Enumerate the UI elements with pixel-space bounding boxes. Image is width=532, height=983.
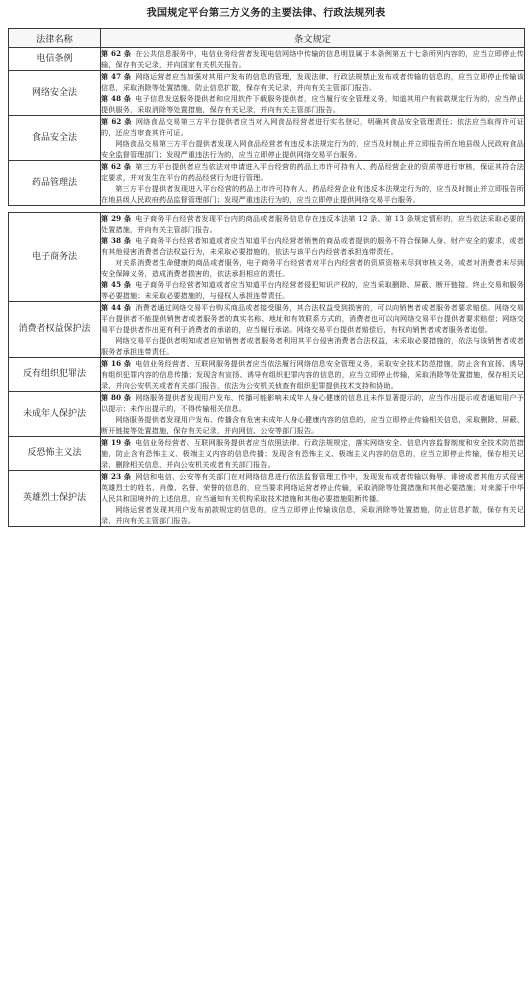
article-number: 第 62 条 [101,162,132,171]
article-text: 消费者通过网络交易平台购买商品或者接受服务，其合法权益受到损害的，可以向销售者或者服务者要求赔偿。网络交易平台提供者不能提供销售者或者服务者的真实名称、地址和有效联系方式的，消费者也可以向网络交易平台提供者要求赔偿；网络交易平台提供者作出更有利于消费者的承诺的，应当履行承诺。网络交易平台提供者赔偿后，有权向销售者或者服务者追偿。 [101,303,524,334]
article-number: 第 38 条 [101,236,132,245]
provision-paragraph [101,213,524,235]
provision-paragraph [101,414,524,436]
law-name: 未成年人保护法 [9,392,101,437]
article-text: 电子信息发送服务提供者和应用软件下载服务提供者，应当履行安全管理义务，知道其用户有前款规定行为的，应当停止提供服务，采取消除等处置措施，保存有关记录，并向有关主管部门报告。 [101,94,524,114]
provision-paragraph [101,116,524,138]
provision-paragraph [101,161,524,183]
law-provisions [101,213,525,302]
law-provisions [101,116,525,161]
article-number: 第 80 条 [101,393,132,402]
article-number: 第 62 条 [101,117,132,126]
table-row [9,437,525,471]
law-provisions [101,71,525,116]
provision-paragraph [101,358,524,391]
article-text: 对关系消费者生命健康的商品或者服务，电子商务平台经营者对平台内经营者的资质资格未尽到审核义务，或者对消费者未尽到安全保障义务，造成消费者损害的，依法承担相应的责任。 [101,258,524,278]
article-text: 在公共信息服务中，电信业务经营者发现电信网络中传输的信息明显属于本条例第五十七条所列内容的，应当立即停止传输，保存有关记录，并向国家有关机关报告。 [101,49,524,69]
provision-paragraph [101,437,524,470]
table-row [9,116,525,161]
table-row [9,71,525,116]
article-text: 网络食品交易第三方平台提供者应当对入网食品经营者进行实名登记，明确其食品安全管理责任；依法应当取得许可证的，还应当审查其许可证。 [101,117,525,137]
law-provisions [101,302,525,358]
provision-paragraph [101,392,524,414]
article-text: 第三方平台提供者发现进入平台经营的药品上市许可持有人、药品经营企业有违反本法规定行为的，应当及时制止并立即报告所在地县级人民政府药品监督管理部门；发现严重违法行为的，应当立即停止提供网络交易平台服务。 [101,184,524,204]
article-text: 网络食品交易第三方平台提供者发现入网食品经营者有违反本法规定行为的，应当及时制止并立即报告所在地县级人民政府食品安全监督管理部门；发现严重违法行为的，应当立即停止提供网络交易平台服务。 [101,139,524,159]
article-text: 电子商务平台经营者知道或者应当知道平台内经营者销售的商品或者提供的服务不符合保障人身、财产安全的要求，或者有其他侵害消费者合法权益行为，未采取必要措施的，依法与该平台内经营者承担连带责任。 [101,236,524,256]
provision-paragraph [101,335,524,357]
provision-paragraph [101,93,524,115]
law-table [8,28,525,527]
article-number: 第 48 条 [101,94,132,103]
law-table-body [9,48,525,527]
header-law-name: 法律名称 [9,29,101,48]
law-provisions [101,161,525,206]
provision-paragraph [101,71,524,93]
law-name: 电信条例 [9,48,101,71]
article-text: 网络运营者发现其用户发布前款规定的信息的，应当立即停止传输该信息，采取消除等处置措施，防止信息扩散，保存有关记录，并向有关主管部门报告。 [101,505,524,525]
law-name: 网络安全法 [9,71,101,116]
provision-paragraph [101,302,524,335]
provision-paragraph [101,235,524,257]
article-text: 网络服务提供者发现用户发布、传播含有危害未成年人身心健康内容的信息的，应当立即停止传输相关信息，采取删除、屏蔽、断开链接等处置措施，保存有关记录，并向网信、公安等部门报告。 [101,415,524,435]
article-number: 第 45 条 [101,280,132,289]
provision-paragraph [101,183,524,205]
provision-paragraph [101,48,524,70]
provision-paragraph [101,138,524,160]
article-text: 网信和电信、公安等有关部门在对网络信息进行依法监督管理工作中，发现发布或者传输以侮辱、诽谤或者其他方式侵害英雄烈士的姓名、肖像、名誉、荣誉的信息的，应当要求网络运营者停止传输，采取消除等处置措施和其他必要措施；对来源于中华人民共和国境外的上述信息，应当通知有关机构采取技术措施和其他必要措施阻断传播。 [101,472,524,503]
article-text: 网络运营者应当加强对其用户发布的信息的管理，发现法律、行政法规禁止发布或者传输的信息的，应当立即停止传输该信息，采取消除等处置措施，防止信息扩散，保存有关记录，并向有关主管部门报告。 [101,72,524,92]
article-number: 第 29 条 [101,214,132,223]
article-text: 电子商务平台经营者知道或者应当知道平台内经营者侵犯知识产权的，应当采取删除、屏蔽、断开链接、终止交易和服务等必要措施；未采取必要措施的，与侵权人承担连带责任。 [101,280,524,300]
table-row [9,213,525,302]
table-row [9,392,525,437]
law-name: 食品安全法 [9,116,101,161]
table-title: 我国规定平台第三方义务的主要法律、行政法规列表 [146,8,386,19]
provision-paragraph [101,257,524,279]
article-number: 第 62 条 [101,49,132,58]
law-name: 电子商务法 [9,213,101,302]
header-provisions: 条文规定 [101,29,525,48]
article-number: 第 44 条 [101,303,132,312]
article-number: 第 16 条 [101,359,132,368]
provision-paragraph [101,471,524,504]
law-name: 反有组织犯罪法 [9,358,101,392]
section-gap [9,206,525,213]
table-row [9,302,525,358]
law-provisions [101,48,525,71]
table-row [9,161,525,206]
provision-paragraph [101,504,524,526]
article-text: 电信业务经营者、互联网服务提供者应当依照法律、行政法规规定，落实网络安全、信息内容监督制度和安全技术防范措施，防止含有恐怖主义、极端主义内容的信息传播；发现含有恐怖主义、极端主义内容的信息的，应当立即停止传输，保存相关记录，删除相关信息，并向公安机关或者有关部门报告。 [101,438,524,469]
table-row [9,358,525,392]
law-name: 英雄烈士保护法 [9,471,101,527]
article-text: 电子商务平台经营者发现平台内的商品或者服务信息存在违反本法第 12 条、第 13 条规定情形的，应当依法采取必要的处置措施，并向有关主管部门报告。 [101,214,524,234]
law-provisions [101,471,525,527]
table-header-row [9,29,525,48]
law-provisions [101,437,525,471]
article-number: 第 23 条 [101,472,132,481]
law-name: 药品管理法 [9,161,101,206]
table-row [9,48,525,71]
law-provisions [101,392,525,437]
law-name: 消费者权益保护法 [9,302,101,358]
law-name: 反恐怖主义法 [9,437,101,471]
article-text: 电信业务经营者、互联网服务提供者应当依法履行网络信息安全管理义务，采取安全技术防范措施，防止含有宣扬、诱导有组织犯罪内容的信息传播；发现含有宣扬、诱导有组织犯罪内容的信息的，应当立即停止传输，采取消除等处置措施，保存相关记录，并向公安机关或者有关部门报告，依法为公安机关侦查有组织犯罪提供技术支持和协助。 [101,359,524,390]
section-gap-cell [9,206,525,213]
article-text: 网络服务提供者发现用户发布、传播可能影响未成年人身心健康的信息且未作显著提示的，应当作出提示或者通知用户予以提示；未作出提示的，不得传输相关信息。 [101,393,524,413]
article-text: 网络交易平台提供者明知或者应知销售者或者服务者利用其平台侵害消费者合法权益，未采取必要措施的，依法与该销售者或者服务者承担连带责任。 [101,336,524,356]
article-number: 第 47 条 [101,72,132,81]
article-number: 第 19 条 [101,438,132,447]
article-text: 第三方平台提供者应当依法对申请进入平台经营的药品上市许可持有人、药品经营企业的资质等进行审核，保证其符合法定要求，并对发生在平台的药品经营行为进行管理。 [101,162,524,182]
table-row [9,471,525,527]
law-provisions [101,358,525,392]
provision-paragraph [101,279,524,301]
